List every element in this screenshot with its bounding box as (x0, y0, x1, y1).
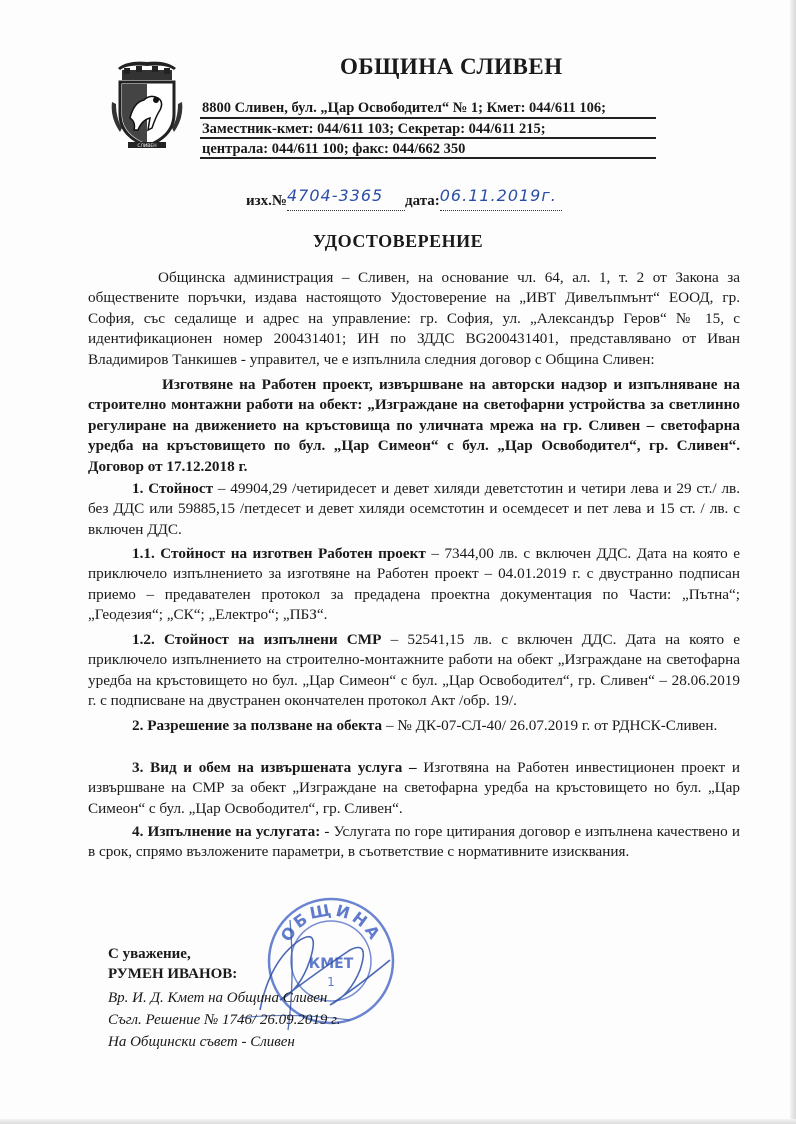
item-2-label: 2. Разрешение за ползване на обекта (132, 717, 383, 734)
document-title: УДОСТОВЕРЕНИЕ (312, 231, 484, 251)
ref-number-field (287, 186, 405, 211)
closing-text: С уважение, (108, 946, 191, 962)
address-line-3: централа: 044/611 100; факс: 044/662 350 (202, 141, 466, 157)
stamp-top-text: ОБЩИНА (276, 899, 386, 945)
page-edge-shadow-bottom (0, 1119, 796, 1124)
signatory-name: РУМЕН ИВАНОВ: (108, 966, 238, 982)
signatory-authority: Съгл. Решение № 1746/ 26.09.2019 г. (108, 1012, 341, 1028)
reference-line (246, 186, 562, 211)
page-edge-shadow (790, 0, 796, 1124)
item-1-2-text: – 52541,15 лв. с включен ДДС. Дата на която е приключело изпълнението на строително-монтажните работи на обект „Изграждане на светофарна уредба на кръстовището но бул. „Цар Симеон“ с бул. „Цар Освободител“, гр. Сливен“ – 28.06.2019 г. с подписване на двустранен окончателен протокол Акт /обр. 19/. (88, 631, 740, 710)
ref-date-field (439, 186, 562, 211)
item-1-1-text: – 7344,00 лв. с включен ДДС. Дата на която е приключело изпълнението за изготвяне на Работен проект – 04.01.2019 г. с двустранно подписан приемо – предавателен протокол за предадена проектна документация по Части: „Пътна“; „Геодезия“; „СК“; „Електро“; „ПБЗ“. (88, 545, 740, 624)
item-1-paragraph (88, 479, 740, 540)
item-1-1-label: 1.1. Стойност на изготвен Работен проект (132, 545, 426, 562)
item-1-label: 1. Стойност (132, 480, 214, 497)
item-3-text: Изготвяна на Работен инвестиционен проект и извършване на СМР за обект „Изграждане на светофарна уредба на кръстовището но бул. „Цар Симеон“ с бул. „Цар Освободител“, гр. Сливен“. (88, 759, 740, 817)
ref-number-label: изх.№ (246, 193, 287, 209)
address-line-1: 8800 Сливен, бул. „Цар Освободител“ № 1; Кмет: 044/611 106; (202, 100, 606, 116)
item-1-1-paragraph (88, 544, 740, 626)
item-1-2-paragraph (88, 630, 740, 712)
contract-paragraph: Изготвяне на Работен проект, извършване на авторски надзор и изпълняване на строително монтажни работи на обект: „Изграждане на светофарни устройства за светлинно регулиране на движението на кръстовища по уличната мрежа на гр. Сливен – светофарна уредба на кръстовището по бул. „Цар Симеон“ с бул. „Цар Освободител“, гр. Сливен“. Договор от 17.12.2018 г. (88, 376, 740, 475)
municipality-title: ОБЩИНА СЛИВЕН (340, 54, 563, 79)
item-2-paragraph (88, 716, 740, 736)
crest-ribbon-text: СЛИВЕН (137, 144, 157, 149)
header-rule (200, 137, 656, 139)
stamp-center-text: КМЕТ (308, 956, 354, 972)
address-line-2: Заместник-кмет: 044/611 103; Секретар: 044/611 215; (202, 121, 546, 137)
item-4-label: 4. Изпълнение на услугата: (132, 823, 321, 840)
intro-paragraph: Общинска администрация – Сливен, на основание чл. 64, ал. 1, т. 2 от Закона за обществените поръчки, издава настоящото Удостоверение на „ИВТ Дивелъпмънт“ ЕООД, гр. София, със седалище и адрес на управление: гр. София, ул. „Александър Геров“ № 15, с идентификационен номер 200431401; ИН по ЗДДС BG200431401, представлявано от Иван Владимиров Танкишев - управител, че е изпълнила следния договор с Община Сливен: (88, 269, 740, 368)
signatory-council: На Общински съвет - Сливен (108, 1034, 295, 1050)
stamp-number: 1 (327, 975, 335, 989)
ref-date-value: 06.11.2019г. (439, 186, 557, 205)
item-2-text: – № ДК-07-СЛ-40/ 26.07.2019 г. от РДНСК-Сливен. (382, 717, 718, 734)
item-3-paragraph (88, 758, 740, 819)
ref-date-label: дата: (405, 193, 440, 209)
coat-of-arms-icon (108, 58, 186, 150)
item-3-label: 3. Вид и обем на извършената услуга – (132, 759, 417, 776)
header-rule (200, 157, 656, 159)
item-1-text: – 49904,29 /четиридесет и девет хиляди деветстотин и четири лева и 29 ст./ лв. без ДДС или 59885,15 /петдесет и девет хиляди осемстотин и осемдесет и пет лева и 15 ст. / лв. с включен ДДС. (88, 480, 740, 538)
header-rule (200, 117, 656, 119)
item-1-2-label: 1.2. Стойност на изпълнени СМР (132, 631, 382, 648)
item-4-paragraph (88, 822, 740, 863)
signatory-position: Вр. И. Д. Кмет на Община Сливен (108, 990, 328, 1006)
ref-number-value: 4704-3365 (287, 186, 384, 205)
item-4-text: - Услугата по горе цитирания договор е изпълнена качествено и в срок, спрямо възложените параметри, в съответствие с нормативните изисквания. (88, 823, 740, 861)
